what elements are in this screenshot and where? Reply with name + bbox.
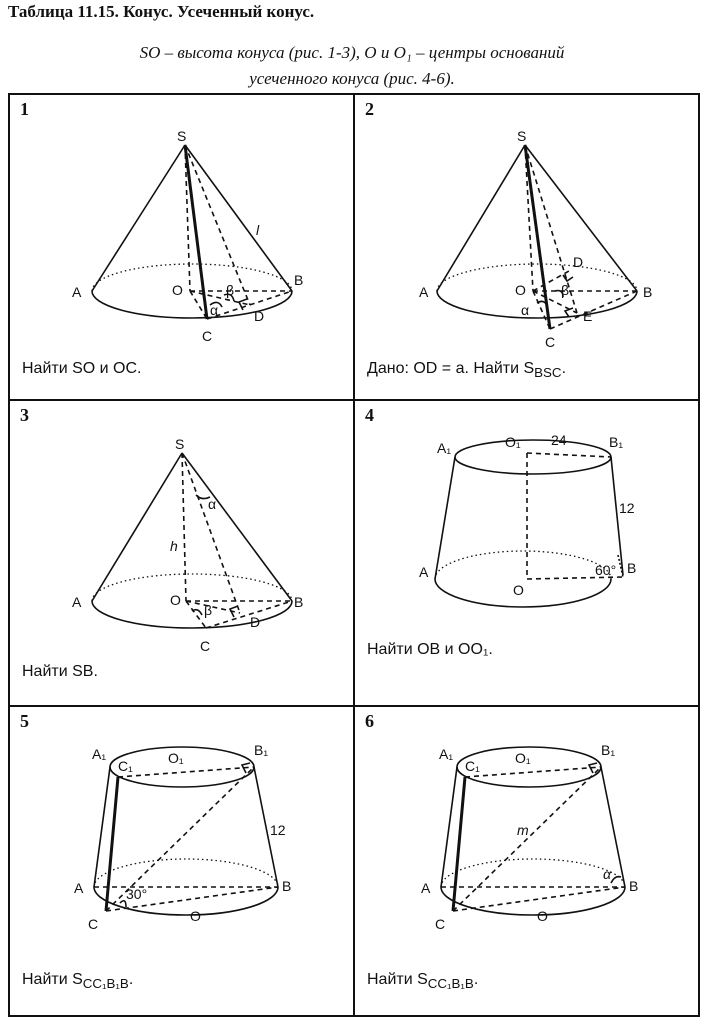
label-A: A — [74, 880, 84, 896]
cell-4 — [353, 399, 700, 707]
label-B: B — [643, 284, 653, 300]
subtitle-line-2: усеченного конуса (рис. 4-6). — [249, 69, 455, 88]
label-O: O — [172, 282, 183, 298]
label-h: h — [170, 538, 178, 554]
cell-number: 1 — [20, 99, 29, 119]
cell-3 — [8, 399, 355, 707]
task-subscript: CC₁B₁B — [82, 976, 129, 992]
subtitle-line-1: SO – высота конуса (рис. 1-3), O и O₁ – центры оснований — [139, 43, 565, 62]
task-end: . — [128, 971, 134, 988]
label-A1: A₁ — [437, 440, 452, 456]
task-text — [367, 971, 478, 991]
label-A: A — [419, 564, 429, 580]
label-m: m — [517, 822, 529, 838]
label-alpha: α — [521, 302, 530, 318]
label-A1: A₁ — [439, 746, 454, 762]
task-text: Найти OB и OO₁. — [367, 641, 493, 658]
task-text: Найти SB. — [22, 663, 98, 680]
label-C: C — [545, 334, 556, 350]
label-S: S — [517, 128, 527, 144]
label-B: B — [629, 878, 639, 894]
label-B: B — [294, 594, 304, 610]
task-end: . — [473, 971, 479, 988]
cell-6 — [353, 705, 700, 1017]
label-S: S — [175, 436, 185, 452]
table-subtitle — [0, 40, 704, 92]
label-D: D — [250, 614, 261, 630]
label-A1: A₁ — [92, 746, 107, 762]
label-B: B — [282, 878, 292, 894]
cone-figure-2 — [355, 95, 702, 403]
label-l: l — [256, 222, 260, 238]
label-C: C — [88, 916, 99, 932]
label-A: A — [421, 880, 431, 896]
label-top-length: 24 — [551, 432, 567, 448]
label-O1: O₁ — [505, 434, 521, 450]
task-subscript: CC₁B₁B — [427, 976, 474, 992]
label-A: A — [419, 284, 429, 300]
cone-figure-1 — [10, 95, 357, 403]
label-D: D — [254, 308, 265, 324]
label-O1: O₁ — [515, 750, 531, 766]
label-alpha: α — [208, 496, 217, 512]
label-O: O — [515, 282, 526, 298]
label-A: A — [72, 284, 82, 300]
task-main: Найти S — [22, 971, 83, 988]
label-S: S — [177, 128, 187, 144]
task-text: Найти SO и OC. — [22, 360, 142, 377]
label-O: O — [537, 908, 548, 924]
label-beta: β — [226, 282, 235, 298]
task-subscript: BSC — [534, 365, 562, 381]
label-O1: O₁ — [168, 750, 184, 766]
label-O: O — [170, 592, 181, 608]
label-side-length: 12 — [619, 500, 635, 516]
table-title: Таблица 11.15. Конус. Усеченный конус. — [8, 2, 315, 21]
label-alpha: α — [210, 302, 219, 318]
cell-number: 4 — [365, 405, 374, 425]
cell-number: 3 — [20, 405, 29, 425]
frustum-figure-4 — [355, 401, 702, 709]
task-end: . — [561, 360, 567, 377]
label-B: B — [294, 272, 304, 288]
label-C: C — [202, 328, 213, 344]
label-B1: B₁ — [609, 434, 624, 450]
label-angle: 60° — [595, 562, 617, 578]
cell-1 — [8, 93, 355, 401]
label-O: O — [513, 582, 524, 598]
label-B: B — [627, 560, 637, 576]
task-text — [22, 971, 133, 991]
label-beta: β — [204, 602, 213, 618]
label-O: O — [190, 908, 201, 924]
cell-number: 6 — [365, 711, 374, 731]
cell-5 — [8, 705, 355, 1017]
label-C: C — [200, 638, 211, 654]
figure-grid — [8, 93, 700, 1017]
cell-number: 2 — [365, 99, 374, 119]
label-C1: C₁ — [465, 758, 480, 774]
cell-2 — [353, 93, 700, 401]
label-C: C — [435, 916, 446, 932]
label-B1: B₁ — [254, 742, 269, 758]
label-D: D — [573, 254, 584, 270]
label-alpha: α — [603, 866, 611, 882]
label-A: A — [72, 594, 82, 610]
task-main: Дано: OD = a. Найти S — [367, 360, 535, 377]
cell-number: 5 — [20, 711, 29, 731]
task-text — [367, 360, 566, 380]
label-C1: C₁ — [118, 758, 133, 774]
label-beta: β — [561, 282, 570, 298]
label-side-length: 12 — [270, 822, 286, 838]
label-angle: 30° — [126, 886, 148, 902]
label-B1: B₁ — [601, 742, 616, 758]
task-main: Найти S — [367, 971, 428, 988]
label-E: E — [583, 308, 593, 324]
